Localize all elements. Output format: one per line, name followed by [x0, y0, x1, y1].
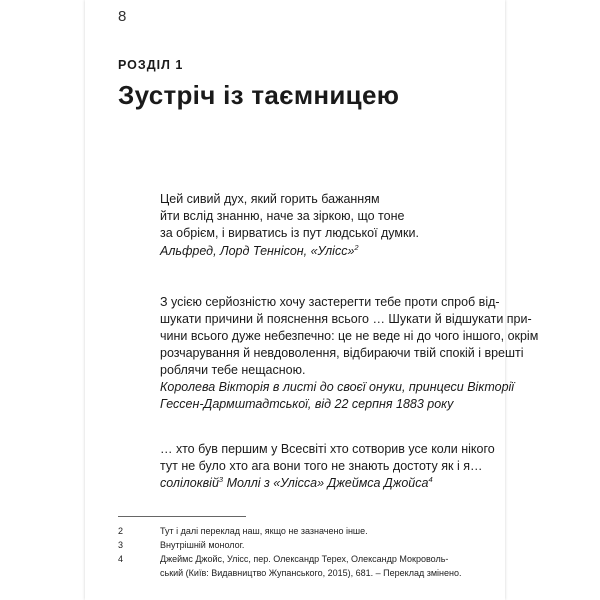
footnote-ref: 2: [354, 242, 359, 252]
epigraph-2-line: розчарування й невдоволення, відбираючи твій спокій і врешті: [160, 346, 524, 360]
footnote-ref: 3: [218, 474, 224, 484]
epigraph-3-line: тут не було хто ага вони того не знають достоту як і я…: [160, 459, 483, 473]
epigraph-2-line: шукати причини й пояснення всього … Шукати й відшукати при-: [160, 312, 532, 326]
footnote-text: Тут і далі переклад наш, якщо не зазначено інше.: [160, 526, 368, 536]
attribution-text: Альфред, Лорд Теннісон, «Улісс»: [160, 244, 355, 258]
epigraph-3-attribution: [160, 475, 433, 493]
epigraph-2-line: чини всього дуже небезпечно: це не веде ні до чого іншого, окрім: [160, 329, 539, 343]
epigraph-2-line: роблячи тебе нещасною.: [160, 363, 306, 377]
footnote-ref: 4: [428, 474, 433, 484]
epigraph-2-attribution: Гессен-Дармштадтської, від 22 серпня 1883 року: [160, 397, 454, 411]
epigraph-2-line: З усією серйозністю хочу застерегти тебе проти спроб від-: [160, 295, 500, 309]
footnote-text: ський (Київ: Видавництво Жупанського, 2015), 681. – Переклад змінено.: [160, 568, 462, 578]
footnote-text: Внутрішній монолог.: [160, 540, 245, 550]
epigraph-1-attribution: [160, 243, 359, 261]
epigraph-3-line: … хто був першим у Всесвіті хто сотворив усе коли нікого: [160, 442, 495, 456]
book-page: [85, 0, 539, 600]
epigraph-1-line: за обрієм, і вирватись із пут людської думки.: [160, 226, 419, 240]
footnote-divider: [118, 516, 246, 517]
page-number: 8: [118, 8, 127, 25]
chapter-label: РОЗДІЛ 1: [118, 58, 184, 72]
chapter-title: Зустріч із таємницею: [118, 80, 400, 110]
epigraph-2-attribution: Королева Вікторія в листі до своєї онуки, принцеси Вікторії: [160, 380, 515, 394]
epigraph-1-line: Цей сивий дух, який горить бажанням: [160, 192, 380, 206]
footnote-number: 2: [118, 526, 124, 536]
epigraph-1-line: йти вслід знанню, наче за зіркою, що тоне: [160, 209, 405, 223]
footnote-number: 4: [118, 554, 124, 564]
footnote-text: Джеймс Джойс, Улісс, пер. Олександр Терех, Олександр Мокроволь-: [160, 554, 449, 564]
footnote-number: 3: [118, 540, 124, 550]
attribution-text: солілоквій: [160, 476, 219, 490]
attribution-text: Моллі з «Улісса» Джеймса Джойса: [223, 476, 429, 490]
